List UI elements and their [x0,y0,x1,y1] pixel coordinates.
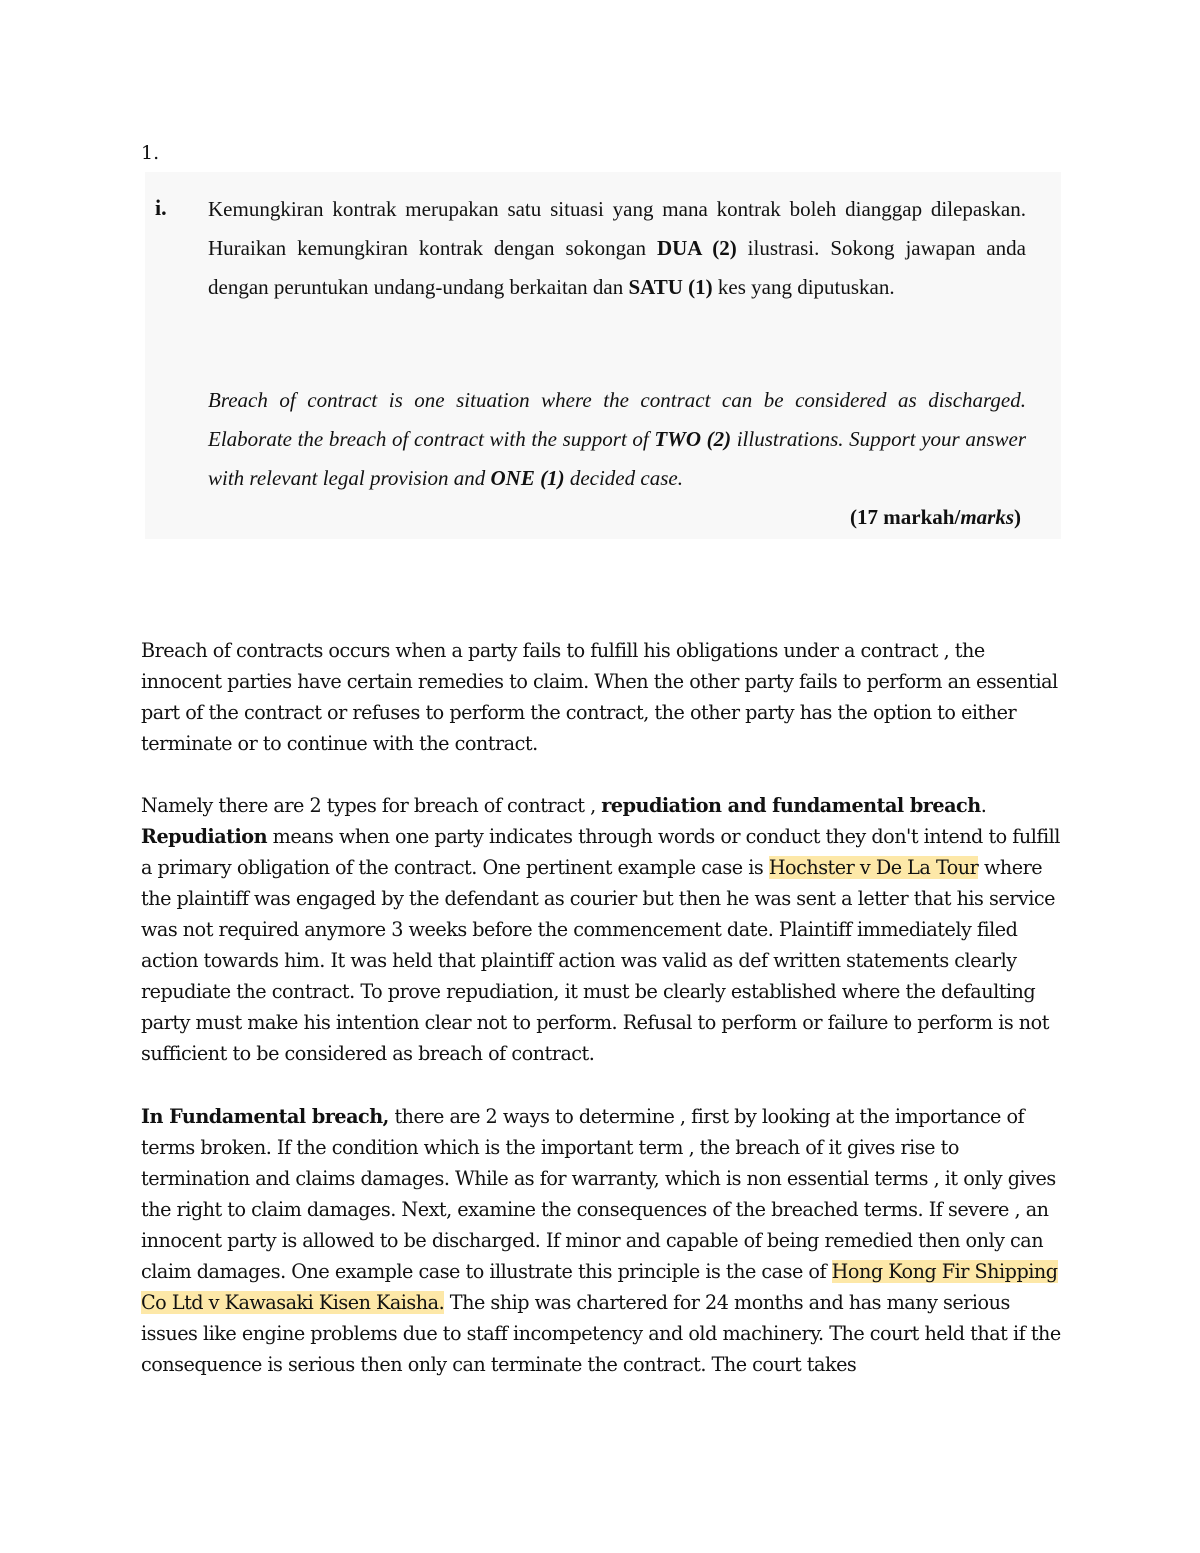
malay-bold-count: SATU (1) [628,275,713,299]
question-malay [208,190,1026,307]
bold-term: Repudiation [141,825,268,848]
paragraph-text: there are 2 ways to determine , first by looking at the importance of terms broken. If the condition which is the important term , the breach of it gives rise to termination and claims damages. While as for warranty, which is non essential terms , it only gives the right to claim damages. Next, examine the consequences of the breached terms. If severe , an innocent party is allowed to be discharged. If minor and capable of being remedied then only can claim damages. One example case to illustrate this principle is the case of [141,1105,1056,1283]
subquestion-label: i. [155,195,167,220]
malay-bold-count: DUA (2) [656,236,737,260]
paragraph-text: where the plaintiff was engaged by the defendant as courier but then he was sent a letter that his service was not required anymore 3 weeks before the commencement date. Plaintiff immediately filed action towards him. It was held that plaintiff action was valid as def written statements clearly repudiate the contract. To prove repudiation, it must be clearly established where the defaulting party must make his intention clear not to perform. Refusal to perform or failure to perform is not sufficient to be considered as breach of contract. [141,856,1055,1065]
question-number: 1. [141,142,160,164]
paragraph-text: The ship was chartered for 24 months and has many serious issues like engine problems due to staff incompetency and old machinery. The court held that if the consequence is serious then only can terminate the contract. The court takes [141,1291,1061,1376]
paragraph-text: Namely there are 2 types for breach of contract , [141,794,602,817]
bold-term: repudiation and fundamental breach [601,794,981,817]
bold-term: In Fundamental breach, [141,1105,389,1128]
malay-text: kes yang diputuskan. [712,275,895,299]
paragraph-text: . [980,794,987,817]
paragraph-text: means when one party indicates through words or conduct they don't intend to fulfill a primary obligation of the contract. One pertinent example case is [141,825,1060,879]
english-text: illustrations. Support your answer with relevant legal provision and [208,427,1026,490]
marks-label [850,505,1021,530]
answer-paragraph-fundamental [141,1101,1061,1380]
question-image-block [145,172,1061,539]
english-bold-count: TWO (2) [654,427,732,451]
marks-malay: markah/ [883,505,961,529]
english-text: decided case. [564,466,683,490]
malay-text: Kemungkiran kontrak merupakan satu situasi yang mana kontrak boleh dianggap dilepaskan. Huraikan kemungkiran kontrak dengan sokongan [208,197,1026,260]
question-english [208,381,1026,498]
english-text: Breach of contract is one situation where the contract can be considered as discharged. Elaborate the breach of contract with the support of [208,388,1026,451]
malay-text: ilustrasi. Sokong jawapan anda dengan peruntukan undang-undang berkaitan dan [208,236,1026,299]
marks-english: marks [960,505,1014,529]
answer-paragraph-repudiation [141,790,1061,1069]
marks-open: (17 [850,505,884,529]
highlighted-case-name: Hochster v De La Tour [768,856,979,879]
highlighted-case-name: Hong Kong Fir Shipping Co Ltd v Kawasaki Kisen Kaisha. [141,1260,1058,1314]
english-bold-count: ONE (1) [490,466,565,490]
marks-close: ) [1014,505,1021,529]
answer-paragraph-intro: Breach of contracts occurs when a party fails to fulfill his obligations under a contract , the innocent parties have certain remedies to claim. When the other party fails to perform an essential part of the contract or refuses to perform the contract, the other party has the option to either terminate or to continue with the contract. [141,639,1058,755]
